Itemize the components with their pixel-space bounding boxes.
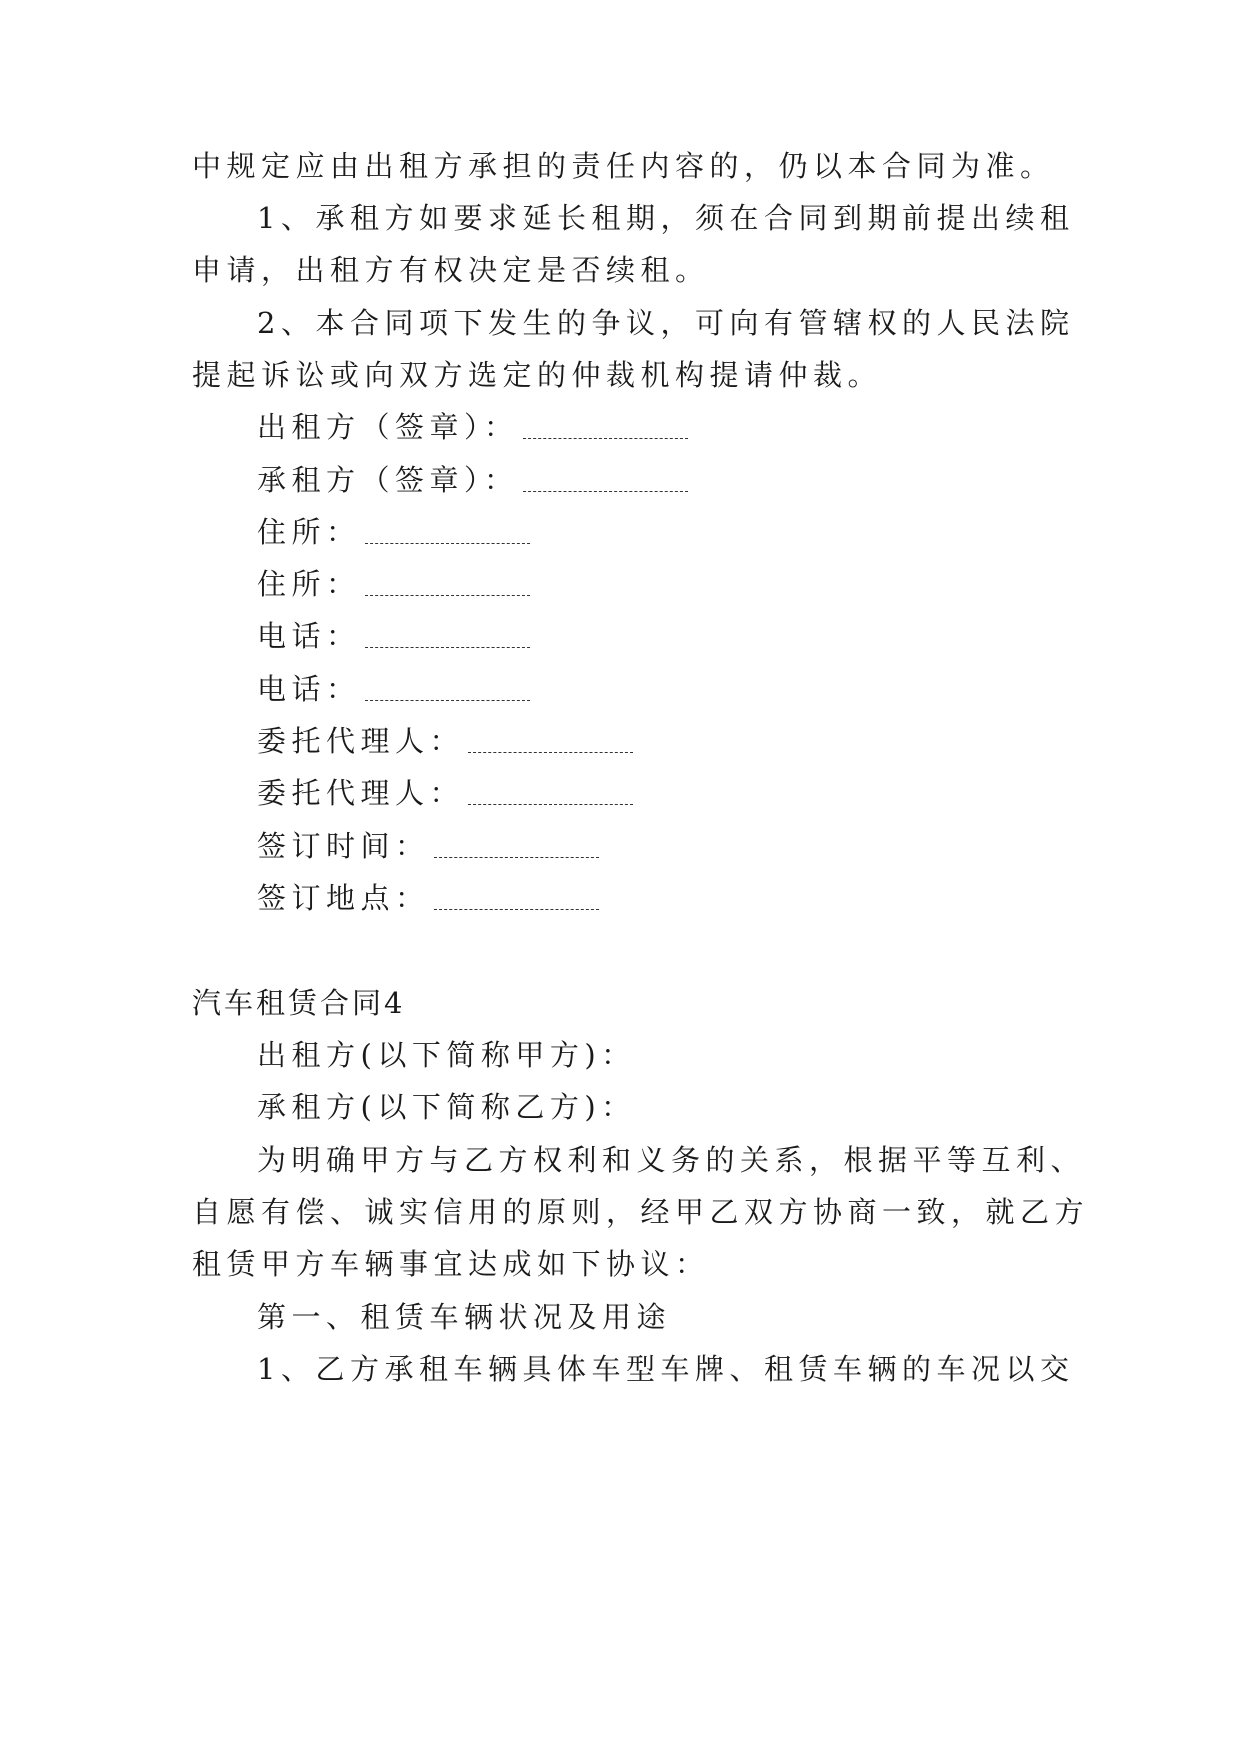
address-label: 住所： bbox=[257, 515, 361, 549]
article-heading: 第一、租赁车辆状况及用途 bbox=[257, 1300, 672, 1334]
party-b-line: 承租方(以下简称乙方)： bbox=[257, 1090, 636, 1124]
sign-time-blank bbox=[434, 829, 599, 858]
lessor-signature-row bbox=[257, 407, 688, 447]
agent-label: 委托代理人： bbox=[257, 724, 465, 758]
address-blank bbox=[365, 515, 530, 544]
address-blank bbox=[365, 567, 530, 596]
sign-place-blank bbox=[434, 881, 599, 910]
paragraph-line: 提起诉讼或向双方选定的仲裁机构提请仲裁。 bbox=[192, 358, 883, 392]
sign-place-row bbox=[257, 878, 599, 918]
agent-blank bbox=[468, 776, 633, 805]
sign-time-label: 签订时间： bbox=[257, 829, 430, 863]
lessee-signature-row bbox=[257, 460, 688, 500]
sign-time-row bbox=[257, 826, 599, 866]
paragraph-line: 1、承租方如要求延长租期，须在合同到期前提出续租 bbox=[257, 201, 1075, 235]
party-a-line: 出租方(以下简称甲方)： bbox=[257, 1038, 636, 1072]
lessor-signature-label: 出租方（签章）： bbox=[257, 410, 519, 444]
section-title: 汽车租赁合同4 bbox=[192, 986, 406, 1020]
agent-blank bbox=[468, 724, 633, 753]
phone-blank bbox=[365, 672, 530, 701]
agent-row bbox=[257, 773, 633, 813]
lessee-signature-blank bbox=[523, 463, 688, 492]
address-row bbox=[257, 564, 530, 604]
paragraph-line: 自愿有偿、诚实信用的原则，经甲乙双方协商一致，就乙方 bbox=[192, 1195, 1090, 1229]
paragraph-line: 中规定应由出租方承担的责任内容的，仍以本合同为准。 bbox=[192, 149, 1055, 183]
address-row bbox=[257, 512, 530, 552]
paragraph-line: 租赁甲方车辆事宜达成如下协议： bbox=[192, 1247, 710, 1281]
agent-label: 委托代理人： bbox=[257, 776, 465, 810]
phone-row bbox=[257, 616, 530, 656]
paragraph-line: 申请，出租方有权决定是否续租。 bbox=[192, 253, 710, 287]
phone-row bbox=[257, 669, 530, 709]
address-label: 住所： bbox=[257, 567, 361, 601]
paragraph-line: 为明确甲方与乙方权利和义务的关系，根据平等互利、 bbox=[257, 1143, 1086, 1177]
lessor-signature-blank bbox=[523, 410, 688, 439]
sign-place-label: 签订地点： bbox=[257, 881, 430, 915]
phone-label: 电话： bbox=[257, 619, 361, 653]
phone-label: 电话： bbox=[257, 672, 361, 706]
lessee-signature-label: 承租方（签章）： bbox=[257, 463, 519, 497]
phone-blank bbox=[365, 619, 530, 648]
paragraph-line: 1、乙方承租车辆具体车型车牌、租赁车辆的车况以交 bbox=[257, 1352, 1075, 1386]
paragraph-line: 2、本合同项下发生的争议，可向有管辖权的人民法院 bbox=[257, 306, 1075, 340]
agent-row bbox=[257, 721, 633, 761]
